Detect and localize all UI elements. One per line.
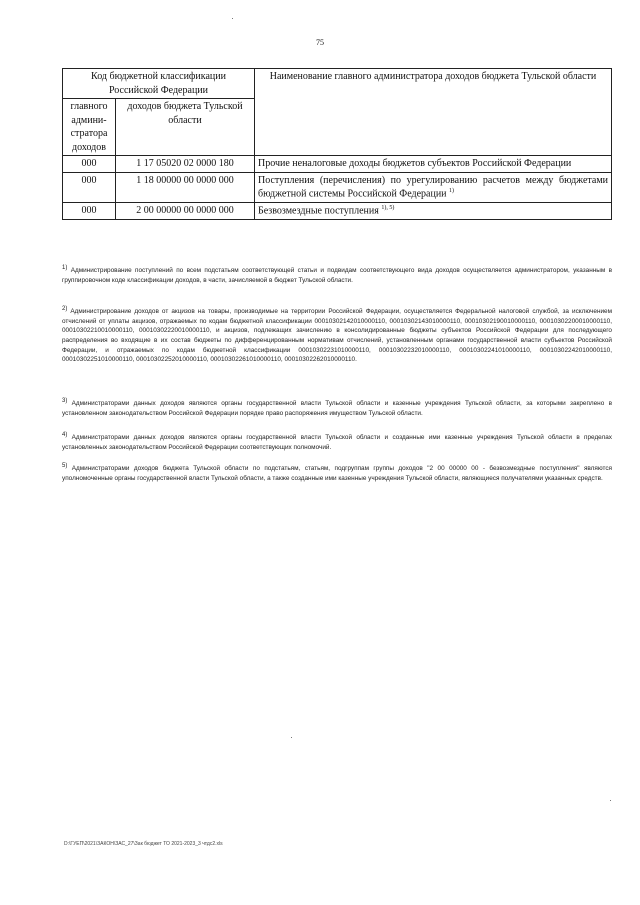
row-name-text: Поступления (перечисления) по урегулированию расчетов между бюджетами бюджетной системы Российской Федерации [258,174,608,200]
footnote [62,397,612,418]
footnote-block-4 [62,431,612,452]
scan-speck [232,18,233,19]
page-number: 75 [316,38,324,47]
row-footnote-ref: 1), 5) [381,204,395,211]
header-name-column: Наименование главного администратора доходов бюджета Тульской области [255,69,612,156]
table-row [63,156,612,173]
subheader-admin: главного админи-стратора доходов [63,99,116,156]
file-path-footer: D:\ГУЕП\2021\ЗАКОН\ЗАС_27\Зак бюджет ТО 2021-2023_3 чтдс2.xls [64,841,223,847]
row-budget-code: 1 17 05020 02 0000 180 [116,156,255,173]
table-row [63,202,612,219]
table-header-row [63,69,612,99]
subheader-income: доходов бюджета Тульской области [116,99,255,156]
header-code-group: Код бюджетной классификации Российской Федерации [63,69,255,99]
row-budget-code: 1 18 00000 00 0000 000 [116,172,255,202]
footnote-text: Администрирование доходов от акцизов на товары, производимые на территории Российской Федерации, осуществляется Федеральной налоговой службой, за исключением отчислений от уплаты акцизов, отражаемых по кодам бюджетной классификации 00010302142010000110, 00010302143010000110, 00010302190010000110, 00010302200010000110, 00010302210010000110, 00010302220010000110, и акцизов, подлежащих зачислению в консолидированные бюджеты субъектов Российской Федерации для последующего распределения во входящие в их состав бюджеты по дифференцированным нормативам отчислений, установленным органами государственной власти субъектов Российской Федерации, и отражаемых по кодам бюджетной классификации 00010302231010000110, 00010302232010000110, 00010302241010000110, 00010302242010000110, 00010302251010000110, 00010302252010000110, 00010302261010000110, 00010302262010000110. [62,308,612,364]
footnote-text: Администраторами данных доходов являются органы государственной власти Тульской области и созданные ими казенные учреждения Тульской области в пределах установленных законодательством Российской Федерации соответствующих полномочий. [62,434,612,451]
revenue-administrators-table [62,68,612,220]
row-admin-code: 000 [63,156,116,173]
footnote-mark: 3) [62,398,68,404]
footnote-block-1 [62,264,612,285]
scan-speck [291,737,292,738]
footnote-block-3 [62,397,612,418]
footnote-mark: 5) [62,463,68,469]
footnote-mark: 4) [62,432,68,438]
row-name-text: Прочие неналоговые доходы бюджетов субъектов Российской Федерации [258,158,572,169]
scan-speck [610,800,611,801]
footnote-mark: 1) [62,265,68,271]
footnote-text: Администрирование поступлений по всем подстатьям соответствующей статьи и подвидам соответствующего вида доходов осуществляется администратором, указанным в группировочном коде классификации доходов, в части, зачисляемой в бюджет Тульской области. [62,267,612,284]
row-admin-code: 000 [63,202,116,219]
footnote-block-2 [62,305,612,365]
footnote-text: Администраторами доходов бюджета Тульской области по подстатьям, статьям, подгруппам группы доходов "2 00 00000 00 - безвозмездные поступления" являются уполномоченные органы государственной власти Тульской области, а также созданные ими казенные учреждения Тульской области, являющиеся получателями указанных средств. [62,465,613,482]
footnote [62,264,612,285]
row-footnote-ref: 1) [449,188,455,194]
footnote [62,305,612,365]
footnote [62,462,612,483]
table-row [63,172,612,202]
row-budget-code: 2 00 00000 00 0000 000 [116,202,255,219]
footnote [62,431,612,452]
row-admin-code: 000 [63,172,116,202]
row-name-text: Безвозмездные поступления [258,205,379,217]
footnote-mark: 2) [62,306,68,312]
row-name [255,172,612,202]
row-name [255,202,612,219]
footnote-text: Администраторами данных доходов являются органы государственной власти Тульской области и казенные учреждения Тульской области, за которыми закреплено в установленном законодательством Российской Федерации порядке право распоряжения имуществом Тульской области. [62,400,612,417]
footnote-block-5 [62,462,612,483]
row-name [255,156,612,173]
